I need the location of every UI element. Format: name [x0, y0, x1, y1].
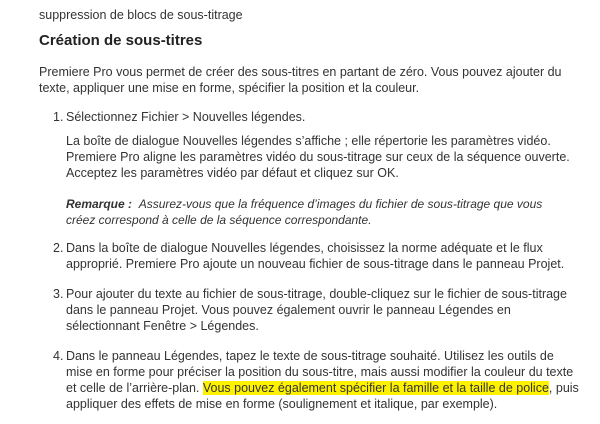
step-1 [53, 109, 583, 125]
step-3 [53, 286, 583, 334]
step-number: 1. [53, 110, 64, 124]
note-label: Remarque : [66, 197, 133, 211]
step-number: 4. [53, 349, 64, 363]
note [66, 196, 566, 228]
intro-paragraph: Premiere Pro vous permet de créer des sous-titres en partant de zéro. Vous pouvez ajouter du texte, appliquer une mise en forme, spécifier la position et la couleur. [39, 65, 562, 95]
step-text: Sélectionnez Fichier > Nouvelles légendes. [66, 110, 306, 124]
previous-paragraph-fragment: suppression de blocs de sous-titrage [39, 7, 243, 22]
step-text-end: , puis appliquer des effets de mise en forme (soulignement et italique, par exemple). [66, 381, 579, 411]
note-text: Assurez-vous que la fréquence d’images du fichier de sous-titrage que vous créez correspond à celle de la séquence correspondante. [66, 197, 543, 227]
highlighted-text[interactable]: Vous pouvez également spécifier la famille et la taille de police [202, 381, 549, 395]
step-text-start: Dans le panneau Légendes, tapez le texte de sous-titrage souhaité. Utilisez les outils de mise en forme pour préciser la position du sous-titre, mais aussi modifier la couleur du texte et celle de l’arrière-plan. [66, 349, 574, 395]
step-4 [53, 348, 583, 412]
step-text [53, 348, 583, 412]
section-title: Création de sous-titres [39, 32, 203, 49]
step-number: 2. [53, 241, 64, 255]
step-text: Pour ajouter du texte au fichier de sous-titrage, double-cliquez sur le fichier de sous-titrage dans le panneau Projet. Vous pouvez également ouvrir le panneau Légendes en sélectionnant Fenêtre > Légendes. [66, 287, 567, 333]
step-number: 3. [53, 287, 64, 301]
step-text: Dans la boîte de dialogue Nouvelles légendes, choisissez la norme adéquate et le flux approprié. Premiere Pro ajoute un nouveau fichier de sous-titrage dans le panneau Projet. [66, 241, 565, 271]
step-1-detail: La boîte de dialogue Nouvelles légendes s’affiche ; elle répertorie les paramètres vidéo. Premiere Pro aligne les paramètres vidéo du sous-titrage sur ceux de la séquence ouverte. Acceptez les paramètres vidéo par défaut et cliquez sur OK. [66, 134, 570, 180]
step-2 [53, 240, 583, 272]
